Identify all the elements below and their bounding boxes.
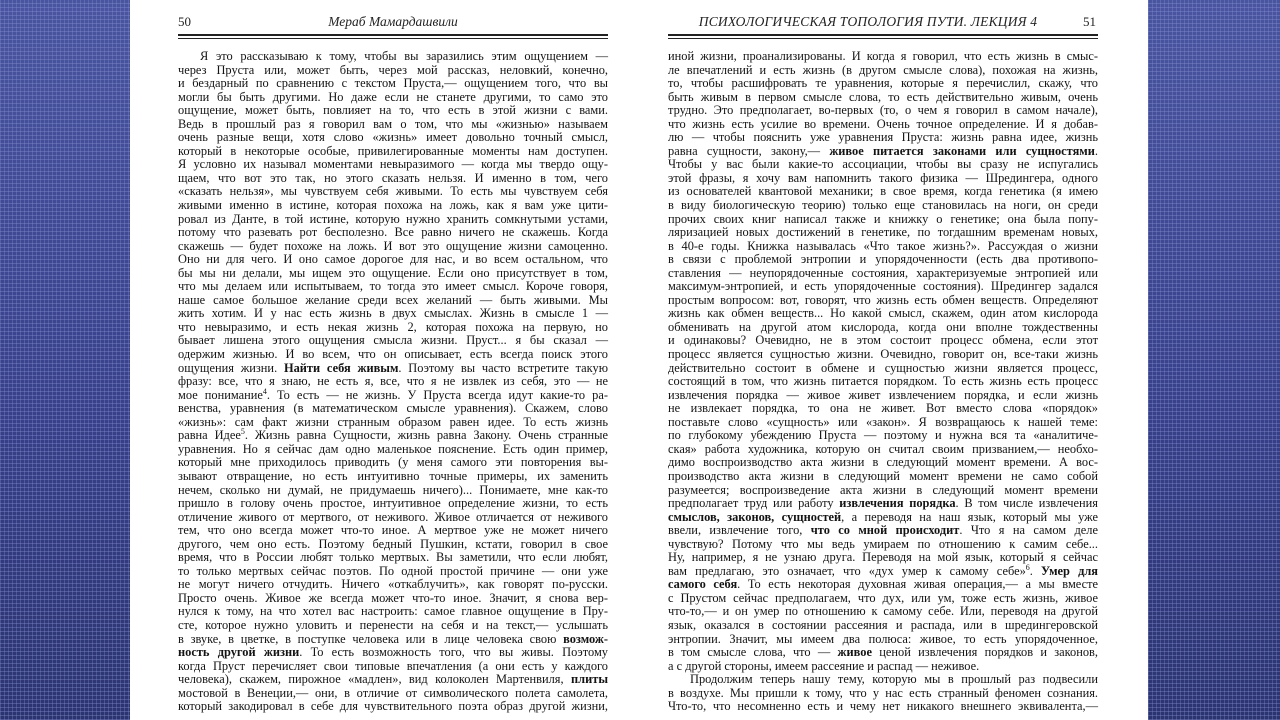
text-line: иной жизни, проанализированы. И когда я говорил, что есть жизнь в смыс-: [668, 49, 1098, 63]
text-line: быть живым в первом смысле слова, то есть действительно живым, очень: [668, 89, 1098, 104]
text-line: а с другой стороны, имеем рассеяние и распад — неживое.: [668, 658, 980, 673]
text-line: разумеется; воспроизведение акта жизни в следующий момент времени: [668, 482, 1098, 497]
text-line: извлечения порядка — живое живет извлечением порядка, и если жизнь: [668, 387, 1098, 402]
text-line: ле впечатлений и есть жизнь (в другом смысле слова), похожая на жизнь,: [668, 62, 1098, 77]
left-page: [178, 0, 608, 720]
text-line: другого, чем оно есть. Поэтому бедный Пушкин, кстати, говорил в свое: [178, 536, 608, 551]
text-line: жить хотим. И у нас есть жизнь в двух смыслах. Жизнь в смысле 1 —: [178, 306, 608, 321]
text-line: в воздухе. Мы пришли к тому, что у нас есть странный феномен сознания.: [668, 685, 1098, 700]
text-line: сте, которое нужно уловить и перенести на себя и на текст,— услышать: [178, 617, 608, 632]
text-line: смыслов, законов, сущностей, а переводя на наш язык, который мы уже: [668, 509, 1098, 524]
text-line: скажешь — будет похоже на ложь. И вот это ощущение жизни самоценно.: [178, 238, 608, 253]
running-head-left: [178, 14, 608, 32]
text-line: Я условно их называл моментами невыразимого — когда мы твердо ощу-: [178, 157, 608, 172]
text-line: простым вопросом: вот, говорят, что жизнь есть обмен веществ. Определяют: [668, 292, 1098, 307]
text-line: жизнь как обмен веществ... Но какой смысл, скажем, один атом кислорода: [668, 306, 1098, 321]
book-spread: [130, 0, 1148, 720]
text-line: «жизнь»: сам факт жизни странным образом равен идее. То есть жизнь: [178, 414, 608, 429]
text-line: который в некоторые особые, привилегированные моменты нам доступен.: [178, 143, 608, 158]
text-line: живыми именно в истине, которая похожа на ложь, как я вам уже цити-: [178, 198, 608, 213]
text-line: мостовой в Венеции,— они, в отличие от символического полета самолета,: [178, 685, 609, 700]
text-line: поставьте слово «сущность» или «закон». Я возвращаюсь к нашей теме:: [668, 414, 1098, 429]
text-line: нечем, сколько ни думай, не придумаешь ничего)... Понимаете, мне как-то: [178, 482, 608, 497]
text-line: ляризацией новых достижений в генетике, по тогдашним временам новых,: [668, 225, 1098, 240]
text-line: Ведь в прошлый раз я говорил вам о том, что мы «жизнью» называем: [178, 116, 608, 131]
running-head-chapter: ПСИХОЛОГИЧЕСКАЯ ТОПОЛОГИЯ ПУТИ. ЛЕКЦИЯ 4: [698, 14, 1038, 29]
text-line: производство акта жизни в следующий момент времени не само собой: [668, 468, 1098, 483]
text-line: щаем, что вот это так, но этого сказать нельзя. И именно в том, чего: [178, 170, 608, 185]
text-line: обменивать на другой атом кислорода, когда они вполне тождественны: [668, 319, 1098, 334]
text-line: по глубокому убеждению Пруста — поэтому и нужна вся та «аналитиче-: [668, 428, 1098, 443]
text-line: энтропии. Значит, мы имеем два полюса: живое, то есть упорядоченное,: [668, 631, 1098, 646]
text-line: человека), скажем, пирожное «мадлен», вид колоколен Мартенвиля, плиты: [178, 672, 608, 687]
text-line: ская» работа художника, которую он считал своим призванием,— необхо-: [668, 441, 1098, 456]
text-line: ввели, извлечение того, что со мной происходит. Что я на самом деле: [668, 523, 1098, 538]
text-line: когда Пруст перечисляет свои типовые впечатления (а они есть у каждого: [178, 658, 608, 673]
text-line: в связи с проблемой энтропии и упорядоченности (есть два противопо-: [668, 252, 1098, 267]
text-line: действительно состоит в обмене и сущностью жизни является процесс,: [668, 360, 1098, 375]
text-line: самого себя. То есть некоторая духовная живая операция,— а мы вместе: [668, 577, 1099, 592]
text-line: через Пруста или, может быть, через мой рассказ, неловкий, конечно,: [178, 62, 608, 77]
text-line: язык, оказался в состоянии рассеяния и распада, или в шредингеровской: [668, 617, 1098, 632]
text-line: время, что в России любят только мертвых. Вы заметили, что если любят,: [178, 550, 608, 565]
text-line: в 40-е годы. Книжка называлась «Что такое жизнь?». Рассуждая о жизни: [668, 238, 1098, 253]
text-line: в том смысле слова, что — живое ценой извлечения порядков и законов,: [668, 645, 1098, 660]
text-line: ставления — неупорядоченные состояния, характеризуемые энтропией или: [668, 265, 1098, 280]
text-line: трудно. Это предполагает, во-первых (то, о чем я говорил в самом начале),: [668, 103, 1098, 118]
text-line: с Прустом сейчас предполагаем, что дух, или ум, тоже есть жизнь, живое: [668, 590, 1098, 605]
text-line: и одинаковы? Очевидно, не в этом состоит процесс обмена, если этот: [668, 333, 1098, 348]
running-head-author: Мераб Мамардашвили: [328, 14, 458, 29]
body-text: [668, 50, 1098, 714]
text-line: из основателей квантовой механики; в свое время, когда генетика (я имею: [668, 184, 1098, 199]
text-line: в звуке, в цветке, в поступке человека или в лице человека свою возмож-: [178, 631, 608, 646]
running-head-right: [668, 14, 1098, 32]
text-line: ровал из Данте, в той истине, которую нужно хранить сомкнутыми устами,: [178, 211, 608, 226]
text-line: максимум-энтропией, и есть упорядоченные состояния). Шредингер задался: [668, 279, 1098, 294]
text-line: ность другой жизни. То есть возможность того, что вы живы. Поэтому: [178, 645, 608, 660]
page-number: 51: [1083, 14, 1096, 29]
text-line: Продолжим теперь нашу тему, которую мы в прошлый раз подвесили: [690, 672, 1098, 687]
text-line: зывают отвращение, но есть интуитивно точные примеры, их заменить: [178, 468, 608, 483]
text-line: фразу: все, что я знаю, не есть я, все, что я не извлек из себя, это — не: [178, 374, 608, 389]
text-line: лю — чтобы пояснить уже уравнения Пруста: жизнь равна идее, жизнь: [668, 130, 1098, 145]
text-line: в виду биологическую теорию) только еще становилась на ноги, он среди: [668, 198, 1098, 213]
text-line: наше самое большое желание среди всех желаний — быть живыми. Мы: [178, 292, 608, 307]
text-line: то только мертвых сейчас поэтов. По одной простой причине — они уже: [178, 563, 608, 578]
text-line: что невыразимо, и есть некая жизнь 2, которая похожа на первую, но: [178, 319, 608, 334]
text-line: бы мы ни делали, мы ищем это ощущение. Если оно присутствует в том,: [178, 265, 608, 280]
text-line: равна сущности, закону,— живое питается законами или сущностями.: [668, 143, 1098, 158]
text-line: Оно ни для чего. И оно самое дорогое для нас, и во всем остальном, что: [178, 252, 608, 267]
right-page: [668, 0, 1098, 720]
text-line: состоящий в том, что жизнь питается порядком. То есть жизнь есть процесс: [668, 374, 1098, 389]
header-rule: [178, 34, 608, 39]
text-line: очень разные вещи, хотя слово «жизнь» имеет довольно точный смысл,: [178, 130, 608, 145]
text-line: Ну, например, я не узнаю друга. Переводя на мой язык, который я сейчас: [668, 550, 1098, 565]
text-line: одержим жизнью. И во всем, что он описывает, есть всегда поиск этого: [178, 347, 608, 362]
text-line: ощущения жизни. Найти себя живым. Поэтому вы часто встретите такую: [178, 360, 608, 375]
text-line: что мы делаем или испытываем, то тогда это имеет смысл. Короче говоря,: [178, 279, 608, 294]
text-line: процесс является сущностью жизни. Очевидно, говорит он, все-таки жизнь: [668, 347, 1098, 362]
text-line: то, чтобы расшифровать те уравнения, которые я перечислил, скажу, что: [668, 76, 1098, 91]
text-line: вам предлагаю, это означает, что «дух умер к самому себе»$^6$. Умер для: [668, 562, 1098, 578]
page-number: 50: [178, 14, 191, 29]
text-line: ощущение, может быть, повлияет на то, что есть в этой жизни с вами.: [178, 103, 608, 118]
text-line: тем, что оно всегда может что-то иное. А мертвое уже не может ничего: [178, 523, 608, 538]
text-line: мое понимание$^4$. То есть — не жизнь. У Пруста всегда идут какие-то ра-: [178, 386, 608, 402]
text-line: бывает лишена этого ощущения смысла жизни. Пруст... я бы сказал —: [178, 333, 608, 348]
text-line: димо воспроизводство акта жизни в следующий момент времени. А вос-: [668, 455, 1098, 470]
text-line: который закодировал в себе для чувствительного поэта образ другой жизни,: [178, 699, 608, 714]
text-line: этой фразы, я хочу вам напомнить такого физика — Шредингера, одного: [668, 170, 1098, 185]
text-line: чувствую? Потому что мы ведь умираем по отношению к самим себе...: [668, 536, 1098, 551]
text-line: отличение живого от мертвого, от неживого. Живое отличается от неживого: [178, 509, 608, 524]
text-line: предполагает труд или работу извлечения порядка. В том числе извлечения: [668, 496, 1098, 511]
text-line: Что-то, что несомненно есть и чему нет никакого внешнего эквивалента,—: [668, 699, 1098, 714]
text-line: могли бы быть другими. Но даже если не станете другими, то само это: [178, 89, 608, 104]
text-line: не извлекает порядка, то она не живет. Вот вместо слова «порядок»: [668, 401, 1098, 416]
text-line: и бездарный по сравнению с текстом Пруста,— ощущением того, что вы: [178, 76, 608, 91]
text-line: нулся к тому, на что хотел вас настроить: самое главное ощущение в Пру-: [178, 604, 608, 619]
header-rule: [668, 34, 1098, 39]
text-line: не могут ничего отчудить. Ничего «откаблучить», как говорят по-русски.: [178, 577, 608, 592]
text-line: Просто очень. Живое же всегда может что-то иное. Значит, я снова вер-: [178, 590, 608, 605]
text-line: Я это рассказываю к тому, чтобы вы заразились этим ощущением —: [200, 49, 608, 63]
body-text: [178, 50, 608, 714]
text-line: потому что разевать рот бесполезно. Все равно ничего не скажешь. Когда: [178, 225, 608, 240]
text-line: что-то,— и он умер по отношению к самому себе. Или, переводя на другой: [668, 604, 1098, 619]
text-line: равна Идее$^5$. Жизнь равна Сущности, жизнь равна Закону. Очень странные: [178, 427, 608, 443]
text-line: который мне приходилось приводить (у меня самого эти повторения вы-: [178, 455, 608, 470]
text-line: уравнения. Но я сейчас дам одно маленькое пояснение. Есть один пример,: [178, 441, 608, 456]
text-line: прочих своих книг написал также и книжку о генетике; она была попу-: [668, 211, 1098, 226]
text-line: «сказать нельзя», мы чувствуем себя живыми. То есть мы чувствуем себя: [178, 184, 608, 199]
text-line: венства, уравнения (в математическом смысле уравнения). Скажем, слово: [178, 401, 608, 416]
text-line: что жизнь есть усилие во времени. Очень точное определение. И я добав-: [668, 116, 1098, 131]
text-line: Чтобы у вас были какие-то ассоциации, чтобы вы сразу не испугались: [668, 157, 1098, 172]
text-line: пришло в голову очень простое, интуитивное определение жизни, то есть: [178, 496, 608, 511]
